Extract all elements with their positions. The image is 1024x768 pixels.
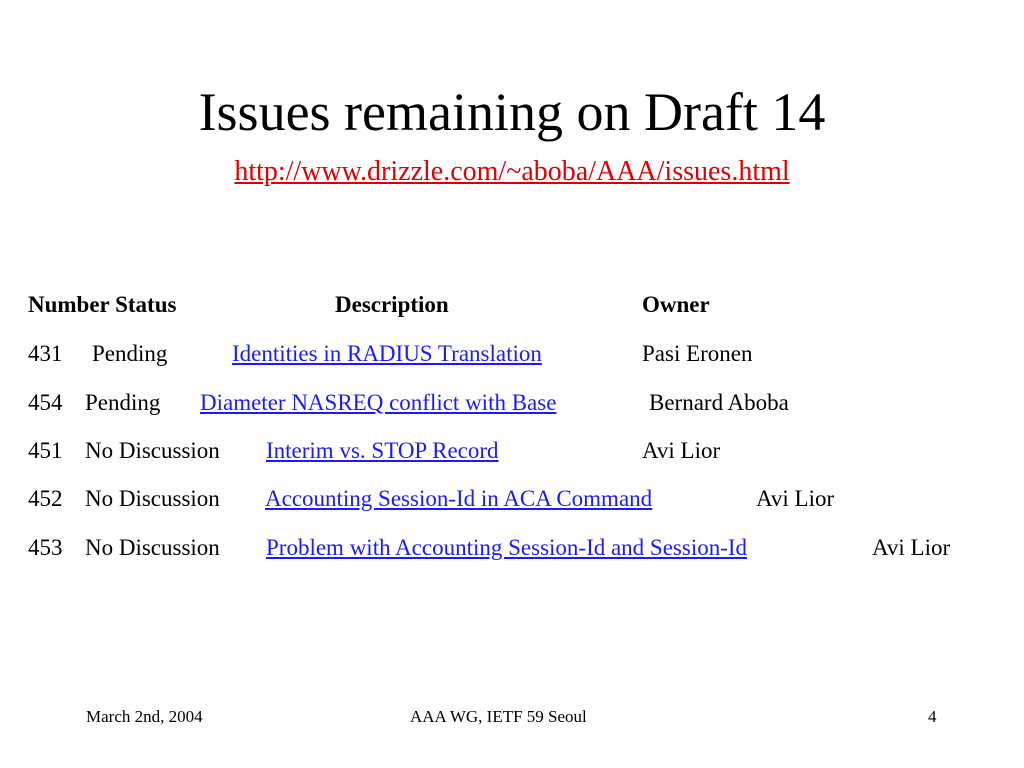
issue-owner: Bernard Aboba xyxy=(649,390,789,415)
footer-page-number: 4 xyxy=(928,707,937,726)
issue-number: 431 xyxy=(28,341,63,366)
footer-date: March 2nd, 2004 xyxy=(86,707,203,726)
issue-owner: Avi Lior xyxy=(642,438,721,463)
issue-number: 454 xyxy=(28,390,63,415)
issue-number: 452 xyxy=(28,486,63,511)
issue-description-link[interactable]: Accounting Session-Id in ACA Command xyxy=(265,486,653,511)
header-owner: Owner xyxy=(642,292,710,317)
issue-owner: Avi Lior xyxy=(872,535,951,560)
issue-status: No Discussion xyxy=(85,438,220,463)
issue-status: Pending xyxy=(92,341,168,366)
slide-title: Issues remaining on Draft 14 xyxy=(198,82,826,142)
table-header-row xyxy=(0,288,1024,322)
table-row xyxy=(0,337,1024,371)
issue-description-link[interactable]: Identities in RADIUS Translation xyxy=(232,341,542,366)
header-number-status: Number Status xyxy=(28,292,177,317)
issue-description-link[interactable]: Diameter NASREQ conflict with Base xyxy=(200,390,557,415)
table-row xyxy=(0,386,1024,420)
issue-status: Pending xyxy=(85,390,161,415)
issues-url-link[interactable]: http://www.drizzle.com/~aboba/AAA/issues.html xyxy=(234,156,790,187)
issue-number: 453 xyxy=(28,535,63,560)
issue-owner: Avi Lior xyxy=(756,486,835,511)
issue-description-link[interactable]: Problem with Accounting Session-Id and Session-Id xyxy=(266,535,748,560)
issue-status: No Discussion xyxy=(85,535,220,560)
issue-number: 451 xyxy=(28,438,63,463)
issue-owner: Pasi Eronen xyxy=(642,341,753,366)
issue-status: No Discussion xyxy=(85,486,220,511)
table-row xyxy=(0,434,1024,468)
table-row xyxy=(0,531,1024,565)
table-row xyxy=(0,482,1024,516)
footer-event: AAA WG, IETF 59 Seoul xyxy=(410,707,587,726)
issues-url-container xyxy=(0,155,1024,189)
issue-description-link[interactable]: Interim vs. STOP Record xyxy=(266,438,499,463)
header-description: Description xyxy=(335,292,449,317)
